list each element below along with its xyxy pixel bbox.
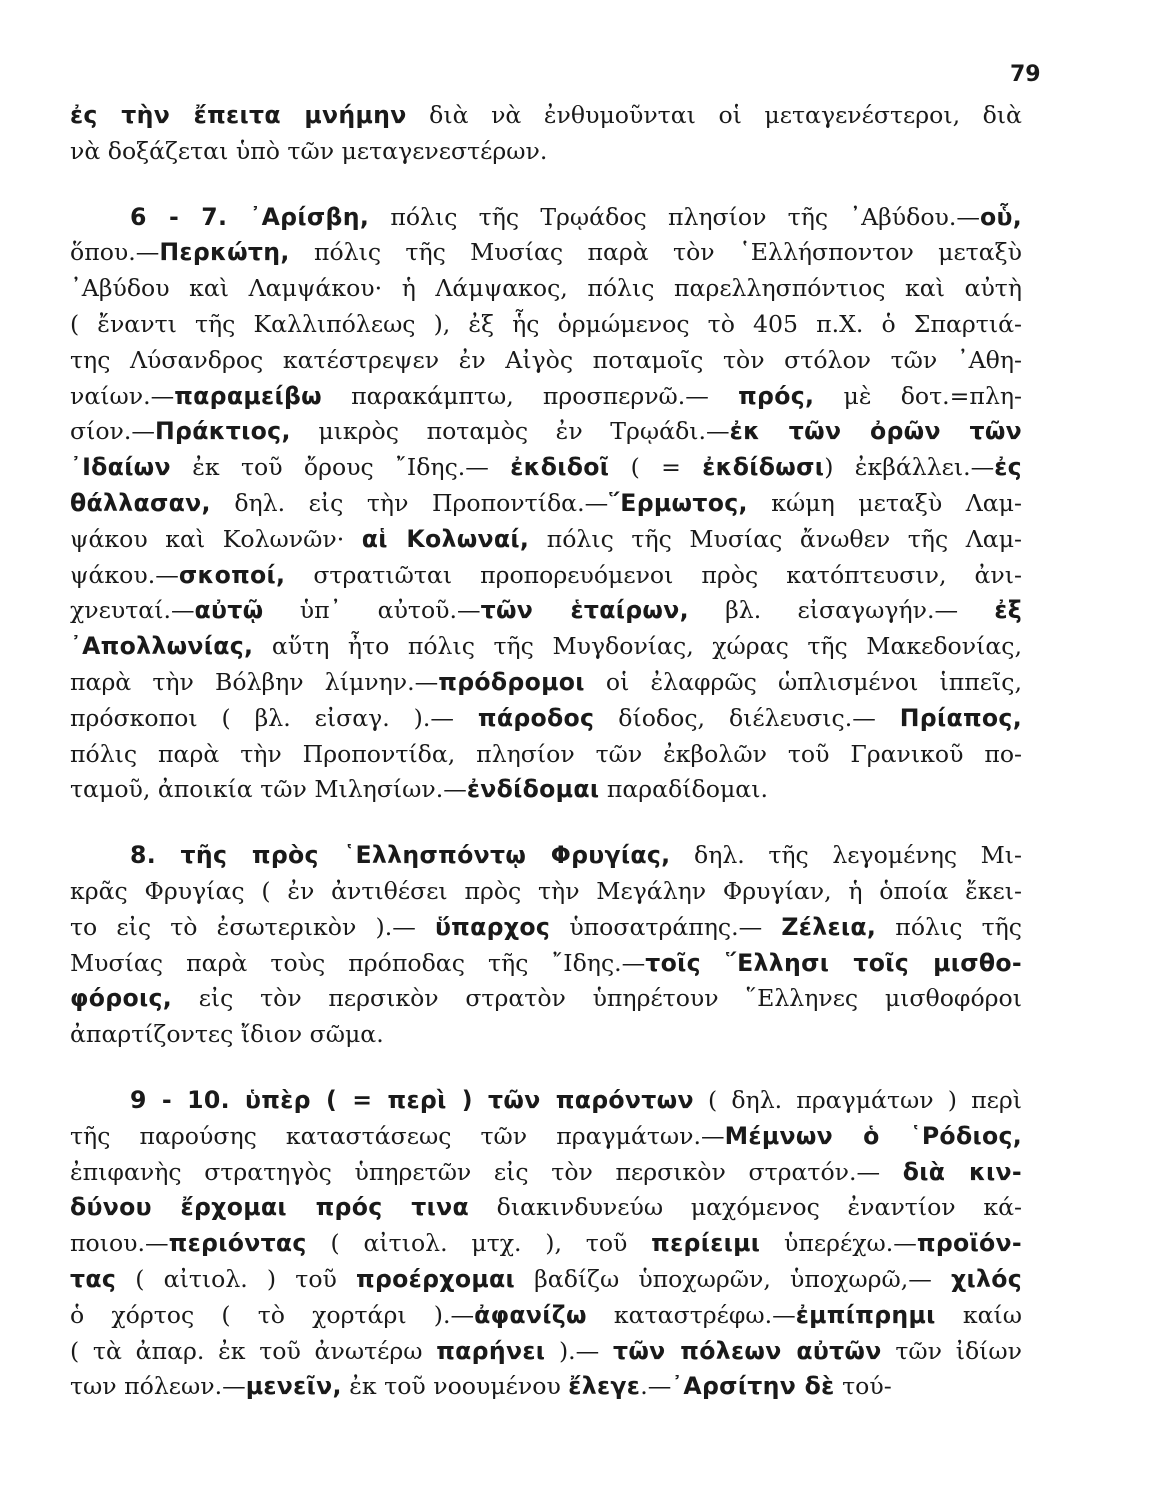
lemma-term: τοῖς ῞Ελλησι τοῖς μισθο- xyxy=(645,948,1023,977)
text-line xyxy=(70,772,1022,808)
text-line xyxy=(70,486,1022,522)
lemma-term: τας xyxy=(70,1264,117,1293)
gloss-text: ψάκου καὶ Κολωνῶν· xyxy=(70,524,362,553)
text-line xyxy=(70,737,1022,773)
gloss-text: καταστρέφω.— xyxy=(586,1300,796,1329)
gloss-text: βλ. εἰσαγωγήν.— xyxy=(688,596,995,625)
text-line xyxy=(70,307,1022,343)
lemma-term: Πρίαπος, xyxy=(899,703,1022,732)
gloss-text: το εἰς τὸ ἐσωτερικὸν ).— xyxy=(70,912,435,941)
gloss-text: σίον.— xyxy=(70,417,155,446)
text-line xyxy=(70,200,1022,236)
gloss-text: παρακάμπτω, προσπερνῶ.— xyxy=(321,381,739,410)
lemma-term: ἐκδίδωσι xyxy=(702,453,825,482)
lemma-term: περίειμι xyxy=(651,1229,761,1258)
lemma-term: Πράκτιος, xyxy=(155,417,291,446)
gloss-text: δηλ. τῆς λεγομένης Μι- xyxy=(670,841,1022,870)
lemma-term: ὕπαρχος xyxy=(434,912,551,941)
gloss-text: ὑπ᾿ αὐτοῦ.— xyxy=(263,596,481,625)
lemma-term: ῞Ερμωτος, xyxy=(608,488,748,517)
text-line xyxy=(70,558,1022,594)
text-line xyxy=(70,665,1022,701)
text-line xyxy=(70,629,1022,665)
gloss-text: των πόλεων.— xyxy=(70,1372,246,1401)
lemma-term: θάλλασαν, xyxy=(70,488,211,517)
lemma-term: σκοποί, xyxy=(178,560,286,589)
gloss-text: τῶν ἰδίων xyxy=(881,1336,1022,1365)
gloss-text: ἀπαρτίζοντες ἴδιον σῶμα. xyxy=(70,1020,384,1049)
gloss-text: ὑποσατράπης.— xyxy=(550,912,782,941)
gloss-text: ὑπερέχω.— xyxy=(760,1229,917,1258)
gloss-text: πόλις τῆς Μυσίας ἄνωθεν τῆς Λαμ- xyxy=(529,524,1022,553)
text-line xyxy=(70,1226,1022,1262)
lemma-term: τῶν ἑταίρων, xyxy=(480,596,689,625)
gloss-text: ( ἔναντι τῆς Καλλιπόλεως ), ἐξ ἧς ὁρμώμενος τὸ 405 π.Χ. ὁ Σπαρτιά- xyxy=(70,309,1022,338)
text-line xyxy=(70,98,1022,134)
gloss-text: πόλις παρὰ τὴν Προποντίδα, πλησίον τῶν ἐκβολῶν τοῦ Γρανικοῦ πο- xyxy=(70,739,1022,768)
gloss-text: πόλις τῆς Τρῳάδος πλησίον τῆς ᾿Αβύδου.— xyxy=(369,202,980,231)
gloss-text: ποιου.— xyxy=(70,1229,169,1258)
paragraph xyxy=(70,838,1022,1053)
text-line xyxy=(70,1262,1022,1298)
lemma-term: φόροις, xyxy=(70,984,173,1013)
lemma-term: ᾿Ιδαίων xyxy=(70,453,171,482)
gloss-text: Μυσίας παρὰ τοὺς πρόποδας τῆς ῎Ιδης.— xyxy=(70,948,646,977)
text-line xyxy=(70,271,1022,307)
lemma-term: πάροδος xyxy=(477,703,595,732)
lemma-term: 6 - 7. ᾿Αρίσβη, xyxy=(130,202,370,231)
text-line xyxy=(70,522,1022,558)
gloss-text: διακινδυνεύω μαχόμενος ἐναντίον κά- xyxy=(468,1193,1022,1222)
lemma-term: 8. τῆς πρὸς ῾Ελλησπόντῳ Φρυγίας, xyxy=(130,841,671,870)
text-line xyxy=(70,838,1022,874)
lemma-term: ἐξ xyxy=(994,596,1022,625)
text-line xyxy=(70,1190,1022,1226)
gloss-text: ( δηλ. πραγμάτων ) περὶ xyxy=(693,1085,1022,1114)
lemma-term: ἐς xyxy=(994,453,1022,482)
gloss-text: δίοδος, διέλευσις.— xyxy=(594,703,900,732)
lemma-term: πρός, xyxy=(738,381,815,410)
lemma-term: περιόντας xyxy=(168,1229,307,1258)
gloss-text: .— xyxy=(640,1372,672,1401)
gloss-text: ὁ χόρτος ( τὸ χορτάρι ).— xyxy=(70,1300,475,1329)
text-line xyxy=(70,1155,1022,1191)
text-line xyxy=(70,946,1022,982)
text-line xyxy=(70,379,1022,415)
gloss-text: ) ἐκβάλλει.— xyxy=(824,453,995,482)
text-line xyxy=(70,981,1022,1017)
lemma-term: ἐκ τῶν ὀρῶν τῶν xyxy=(729,417,1023,446)
lemma-term: ἐς τὴν ἔπειτα μνήμην xyxy=(70,101,407,129)
gloss-text: παραδίδομαι. xyxy=(599,775,768,804)
gloss-text: πόλις τῆς xyxy=(876,912,1022,941)
gloss-text: κρᾶς Φρυγίας ( ἐν ἀντιθέσει πρὸς τὴν Μεγάλην Φρυγίαν, ἡ ὁποία ἔκει- xyxy=(70,876,1022,905)
text-line xyxy=(70,701,1022,737)
gloss-text: ὅπου.— xyxy=(70,238,160,267)
gloss-text: δηλ. εἰς τὴν Προποντίδα.— xyxy=(210,488,609,517)
lemma-term: μενεῖν, xyxy=(245,1372,342,1401)
paragraph xyxy=(70,98,1022,170)
page-number: 79 xyxy=(1010,62,1041,87)
gloss-text: της Λύσανδρος κατέστρεψεν ἐν Αἰγὸς ποταμοῖς τὸν στόλον τῶν ᾿Αθη- xyxy=(70,345,1022,374)
lemma-term: ἀφανίζω xyxy=(474,1300,587,1329)
paragraph xyxy=(70,1083,1022,1405)
commentary-text xyxy=(70,98,1022,1405)
lemma-term: Περκώτη, xyxy=(159,238,290,267)
gloss-text: ναίων.— xyxy=(70,381,175,410)
lemma-term: οὗ, xyxy=(979,202,1022,231)
gloss-text: στρατιῶται προπορευόμενοι πρὸς κατόπτευσιν, ἀνι- xyxy=(285,560,1022,589)
text-line xyxy=(70,414,1022,450)
text-line xyxy=(70,874,1022,910)
lemma-term: διὰ κιν- xyxy=(902,1157,1023,1186)
text-line xyxy=(70,910,1022,946)
lemma-term: ἔλεγε xyxy=(568,1372,641,1401)
gloss-text: ( τὰ ἀπαρ. ἐκ τοῦ ἀνωτέρω xyxy=(70,1336,437,1365)
paragraph-gap xyxy=(70,1053,1022,1083)
gloss-text: ( = xyxy=(609,453,703,482)
paragraph-gap xyxy=(70,808,1022,838)
text-line xyxy=(70,450,1022,486)
gloss-text: τῆς παρούσης καταστάσεως τῶν πραγμάτων.— xyxy=(70,1121,725,1150)
lemma-term: ᾿Απολλωνίας, xyxy=(70,632,254,661)
gloss-text: τού- xyxy=(834,1372,892,1401)
lemma-term: παραμείβω xyxy=(174,381,322,410)
gloss-text: βαδίζω ὑποχωρῶν, ὑποχωρῶ,— xyxy=(515,1264,951,1293)
gloss-text: ἐκ τοῦ νοουμένου xyxy=(341,1372,569,1401)
gloss-text: πόλις τῆς Μυσίας παρὰ τὸν ῾Ελλήσποντον μεταξὺ xyxy=(289,238,1022,267)
gloss-text: οἱ ἐλαφρῶς ὡπλισμένοι ἱππεῖς, xyxy=(584,667,1022,696)
gloss-text: παρὰ τὴν Βόλβην λίμνην.— xyxy=(70,667,439,696)
text-line xyxy=(70,134,1022,170)
lemma-term: 9 - 10. ὑπὲρ ( = περὶ ) τῶν παρόντων xyxy=(130,1085,694,1114)
gloss-text: καίω xyxy=(935,1300,1022,1329)
gloss-text: πρόσκοποι ( βλ. εἰσαγ. ).— xyxy=(70,703,478,732)
gloss-text: ἐπιφανὴς στρατηγὸς ὑπηρετῶν εἰς τὸν περσικὸν στρατόν.— xyxy=(70,1157,903,1186)
gloss-text: μὲ δοτ.=πλη- xyxy=(814,381,1023,410)
lemma-term: παρήνει xyxy=(436,1336,546,1365)
text-line xyxy=(70,1017,1022,1053)
lemma-term: τῶν πόλεων αὐτῶν xyxy=(613,1336,882,1365)
gloss-text: διὰ νὰ ἐνθυμοῦνται οἱ μεταγενέστεροι, διὰ xyxy=(406,101,1022,129)
lemma-term: χιλός xyxy=(950,1264,1022,1293)
gloss-text: εἰς τὸν περσικὸν στρατὸν ὑπηρέτουν ῞Ελληνες μισθοφόροι xyxy=(172,984,1022,1013)
text-line xyxy=(70,593,1022,629)
gloss-text: ).— xyxy=(545,1336,613,1365)
paragraph xyxy=(70,200,1022,809)
lemma-term: αὐτῷ xyxy=(194,596,264,625)
text-line xyxy=(70,1369,1022,1405)
lemma-term: ἐνδίδομαι xyxy=(466,775,600,804)
lemma-term: αἱ Κολωναί, xyxy=(361,524,530,553)
lemma-term: πρόδρομοι xyxy=(438,667,585,696)
gloss-text: ( αἰτιολ. ) τοῦ xyxy=(116,1264,357,1293)
gloss-text: ᾿Αβύδου καὶ Λαμψάκου· ἡ Λάμψακος, πόλις παρελλησπόντιος καὶ αὐτὴ xyxy=(70,274,1022,303)
gloss-text: μικρὸς ποταμὸς ἐν Τρῳάδι.— xyxy=(290,417,730,446)
lemma-term: Μέμνων ὁ ῾Ρόδιος, xyxy=(724,1121,1023,1150)
text-line xyxy=(70,1298,1022,1334)
gloss-text: νὰ δοξάζεται ὑπὸ τῶν μεταγενεστέρων. xyxy=(70,136,548,165)
lemma-term: ἐμπίπρημι xyxy=(795,1300,936,1329)
gloss-text: κώμη μεταξὺ Λαμ- xyxy=(747,488,1022,517)
text-line xyxy=(70,1334,1022,1370)
text-line xyxy=(70,343,1022,379)
lemma-term: ἐκδιδοῖ xyxy=(510,453,610,482)
gloss-text: χνευταί.— xyxy=(70,596,195,625)
gloss-text: ἐκ τοῦ ὄρους ῎Ιδης.— xyxy=(170,453,511,482)
lemma-term: Ζέλεια, xyxy=(781,912,877,941)
text-line xyxy=(70,235,1022,271)
gloss-text: ταμοῦ, ἀποικία τῶν Μιλησίων.— xyxy=(70,775,467,804)
text-line xyxy=(70,1083,1022,1119)
lemma-term: προϊόν- xyxy=(916,1229,1022,1258)
gloss-text: ( αἰτιολ. μτχ. ), τοῦ xyxy=(306,1229,652,1258)
lemma-term: δύνου ἔρχομαι πρός τινα xyxy=(70,1193,469,1222)
lemma-term: προέρχομαι xyxy=(356,1264,515,1293)
gloss-text: ψάκου.— xyxy=(70,560,179,589)
paragraph-gap xyxy=(70,170,1022,200)
lemma-term: ᾿Αρσίτην δὲ xyxy=(671,1372,835,1401)
text-line xyxy=(70,1119,1022,1155)
gloss-text: αὕτη ἦτο πόλις τῆς Μυγδονίας, χώρας τῆς Μακεδονίας, xyxy=(253,632,1022,661)
